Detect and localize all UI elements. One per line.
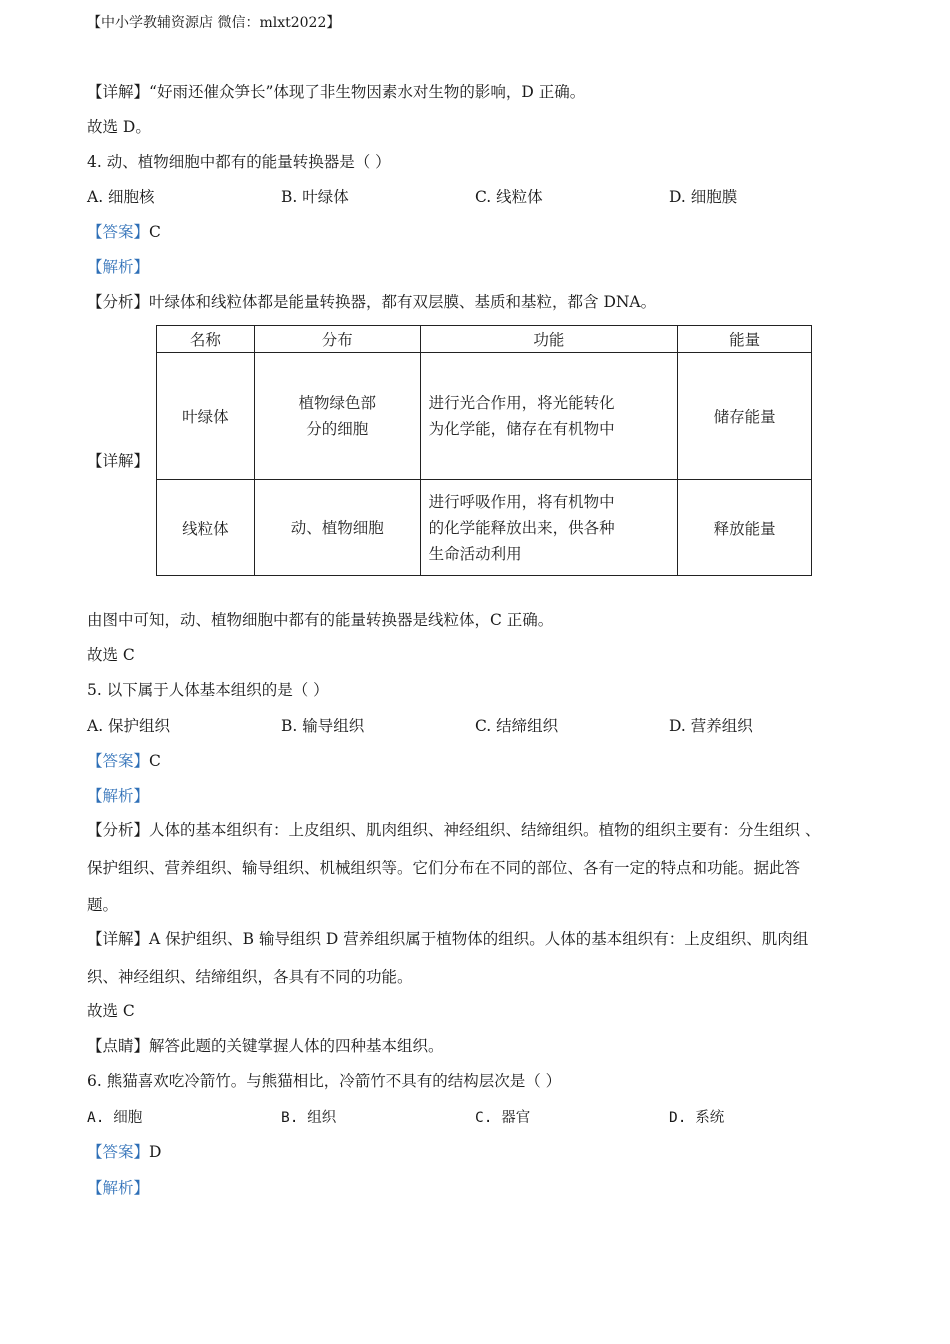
q4-conclusion: 由图中可知，动、植物细胞中都有的能量转换器是线粒体，C 正确。 [87, 611, 554, 629]
q6-option-a: A. 细胞 [87, 1110, 143, 1126]
q4-option-c: C. 线粒体 [475, 188, 543, 206]
answer-value: C [149, 752, 161, 770]
q5-option-b: B. 输导组织 [281, 717, 365, 735]
header-function: 功能 [420, 326, 678, 353]
q5-detail-line2: 织、神经组织、结缔组织，各具有不同的功能。 [87, 968, 413, 986]
detail-text: “好雨还催众笋长”体现了非生物因素水对生物的影响，D 正确。 [149, 83, 586, 101]
q4-option-b: B. 叶绿体 [281, 188, 349, 206]
cell-name: 叶绿体 [157, 353, 255, 480]
page-header: 【中小学教辅资源店 微信：mlxt2022】 [87, 15, 341, 31]
q6-option-c: C. 器官 [475, 1110, 531, 1126]
q5-detail-line1 [87, 929, 808, 949]
answer-value: C [149, 223, 161, 241]
cell-name: 线粒体 [157, 480, 255, 576]
q4-option-a: A. 细胞核 [87, 188, 155, 206]
answer-value: D [149, 1143, 162, 1161]
table-row [157, 480, 812, 576]
cell-distribution [254, 480, 420, 576]
cell-distribution [254, 353, 420, 480]
q3-detail [87, 82, 585, 102]
cell-line: 分的细胞 [306, 420, 369, 438]
table-row [157, 353, 812, 480]
q4-choice: 故选 C [87, 646, 135, 664]
cell-function [420, 353, 678, 480]
detail-tag: 【详解】 [87, 83, 150, 101]
detail-tag: 【详解】 [87, 930, 150, 948]
cell-function [420, 480, 678, 576]
q4-answer [87, 222, 161, 242]
table-header-row [157, 326, 812, 353]
q5-option-a: A. 保护组织 [87, 717, 171, 735]
q5-option-c: C. 结缔组织 [475, 717, 559, 735]
fenxi-text: 叶绿体和线粒体都是能量转换器，都有双层膜、基质和基粒，都含 DNA。 [149, 293, 657, 311]
cell-line: 生命活动利用 [428, 544, 522, 563]
cell-line: 为化学能，储存在有机物中 [428, 420, 615, 438]
q5-stem: 5. 以下属于人体基本组织的是（ ） [87, 681, 329, 699]
q5-fenxi-line1 [87, 820, 820, 840]
q6-option-d: D. 系统 [669, 1110, 725, 1126]
q5-fenxi-line3: 题。 [87, 896, 119, 914]
q5-fenxi-line2: 保护组织、营养组织、输导组织、机械组织等。它们分布在不同的部位、各有一定的特点和功能。据此答 [87, 859, 801, 877]
q4-stem: 4. 动、植物细胞中都有的能量转换器是（ ） [87, 153, 391, 171]
dianjing-text: 解答此题的关键掌握人体的四种基本组织。 [149, 1037, 444, 1055]
q4-detail-tag: 【详解】 [87, 452, 150, 470]
q5-analysis-tag: 【解析】 [87, 787, 150, 805]
q6-answer [87, 1142, 161, 1162]
cell-line: 进行光合作用，将光能转化 [428, 394, 615, 412]
answer-tag: 【答案】 [87, 223, 150, 241]
cell-energy: 释放能量 [678, 480, 812, 576]
q4-option-d: D. 细胞膜 [669, 188, 738, 206]
dianjing-tag: 【点睛】 [87, 1037, 150, 1055]
q3-choice: 故选 D。 [87, 118, 151, 136]
fenxi-text: 人体的基本组织有：上皮组织、肌肉组织、神经组织、结缔组织。植物的组织主要有：分生组织 、 [149, 821, 821, 839]
q4-analysis-tag: 【解析】 [87, 258, 150, 276]
q5-choice: 故选 C [87, 1002, 135, 1020]
cell-line: 进行呼吸作用，将有机物中 [428, 492, 615, 511]
fenxi-tag: 【分析】 [87, 821, 150, 839]
q4-fenxi [87, 292, 656, 312]
header-name: 名称 [157, 326, 255, 353]
q6-option-b: B. 组织 [281, 1110, 337, 1126]
cell-line: 的化学能释放出来，供各种 [428, 518, 615, 537]
cell-line: 植物绿色部 [298, 394, 376, 412]
cell-line: 动、植物细胞 [290, 518, 384, 537]
organelle-table [156, 325, 812, 576]
q6-stem: 6. 熊猫喜欢吃冷箭竹。与熊猫相比，冷箭竹不具有的结构层次是（ ） [87, 1072, 562, 1090]
answer-tag: 【答案】 [87, 752, 150, 770]
q5-answer [87, 751, 161, 771]
answer-tag: 【答案】 [87, 1143, 150, 1161]
q5-dianjing [87, 1036, 444, 1056]
q6-analysis-tag: 【解析】 [87, 1179, 150, 1197]
header-distribution: 分布 [254, 326, 420, 353]
q5-option-d: D. 营养组织 [669, 717, 753, 735]
cell-energy: 储存能量 [678, 353, 812, 480]
detail-text: A 保护组织、B 输导组织 D 营养组织属于植物体的组织。人体的基本组织有：上皮组织、肌肉组 [149, 930, 809, 948]
fenxi-tag: 【分析】 [87, 293, 150, 311]
header-energy: 能量 [678, 326, 812, 353]
